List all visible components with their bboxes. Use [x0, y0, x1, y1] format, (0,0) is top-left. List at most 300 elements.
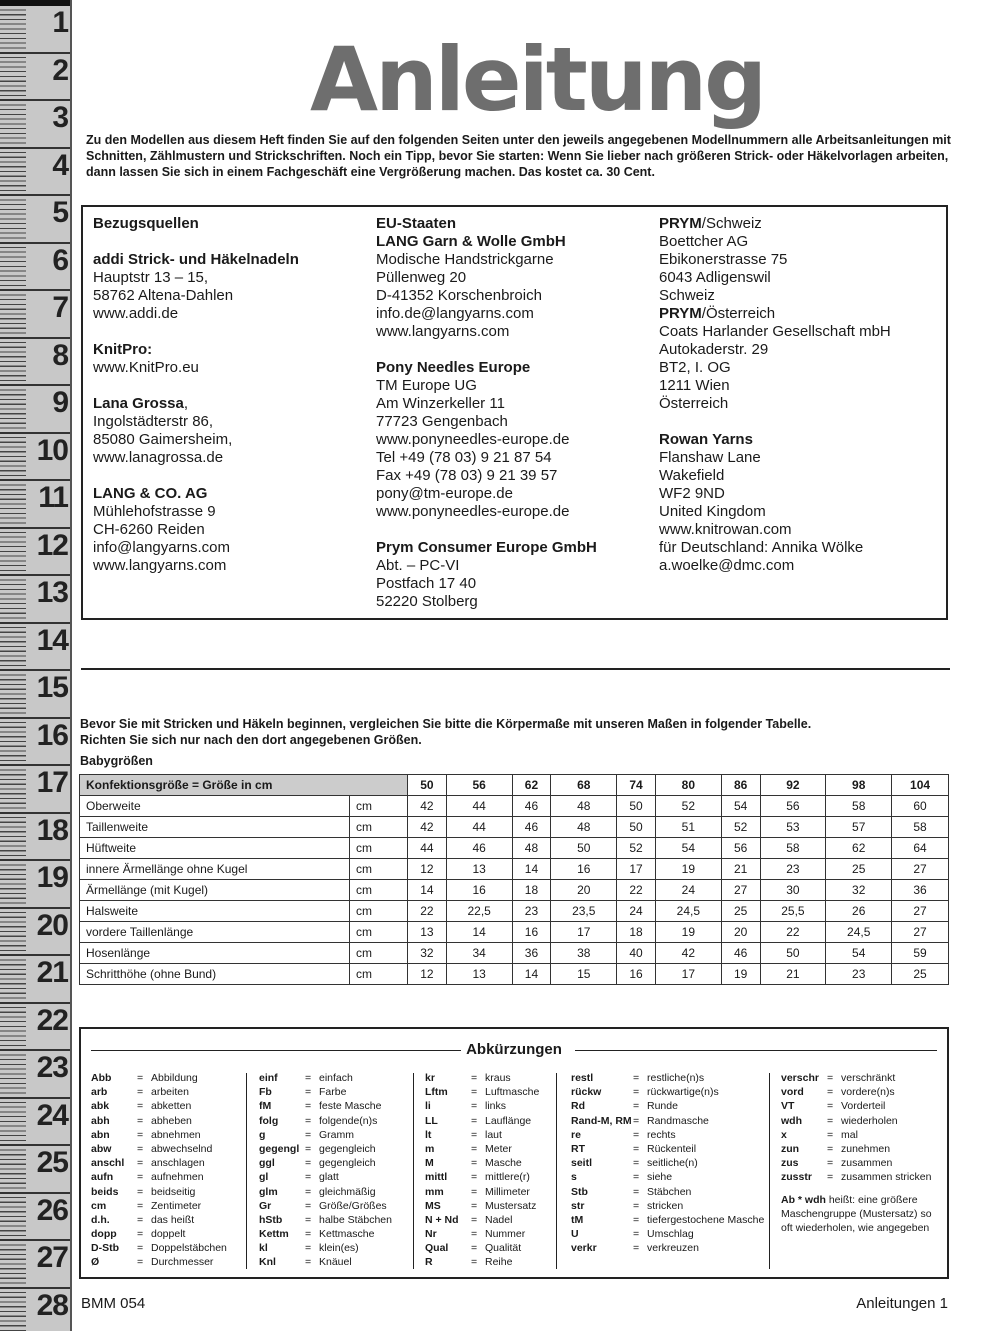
- table-row: [80, 964, 949, 985]
- abbr-key: folg: [259, 1114, 279, 1127]
- source-line: Österreich: [659, 395, 729, 412]
- abbr-key: kl: [259, 1242, 268, 1255]
- abbr-equals: =: [137, 1256, 144, 1269]
- source-line: Mühlehofstrasse 9: [93, 503, 216, 520]
- source-line: pony@tm-europe.de: [376, 485, 513, 502]
- table-cell: 32: [408, 943, 447, 964]
- abbr-meaning: doppelt: [151, 1228, 186, 1241]
- abbr-meaning: gleichmäßig: [319, 1185, 376, 1198]
- abbr-item: [781, 1114, 941, 1128]
- abbr-meaning: gegengleich: [319, 1157, 376, 1170]
- table-cell: 22: [617, 880, 656, 901]
- abbr-key: U: [571, 1228, 579, 1241]
- abbr-equals: =: [305, 1157, 312, 1170]
- source-line: Am Winzerkeller 11: [376, 395, 505, 412]
- source-line: www.addi.de: [93, 305, 179, 322]
- abbr-equals: =: [137, 1199, 144, 1212]
- table-cell: 50: [760, 943, 826, 964]
- ruler-number: 14: [36, 623, 68, 657]
- table-cell: 14: [512, 964, 551, 985]
- table-cell: 13: [408, 922, 447, 943]
- abbr-equals: =: [471, 1086, 478, 1099]
- abbr-equals: =: [471, 1157, 478, 1170]
- abbr-key: tM: [571, 1213, 584, 1226]
- source-line: 52220 Stolberg: [376, 593, 478, 610]
- source-line: [376, 341, 597, 359]
- abbreviations-box: [79, 1027, 949, 1279]
- abbr-meaning: rückwartige(n)s: [647, 1086, 719, 1099]
- table-cell: 46: [721, 943, 760, 964]
- source-heading: LANG & CO. AG: [93, 485, 208, 502]
- ruler-number: 17: [36, 766, 68, 799]
- source-line: www.ponyneedles-europe.de: [376, 431, 570, 448]
- table-cell: 12: [408, 964, 447, 985]
- abbr-equals: =: [633, 1128, 640, 1141]
- table-cell: 46: [446, 838, 512, 859]
- abbr-item: [781, 1099, 941, 1113]
- abbr-meaning: zunehmen: [841, 1142, 891, 1155]
- table-cell: 25,5: [760, 901, 826, 922]
- table-cell: 46: [512, 817, 551, 838]
- divider: [81, 668, 950, 670]
- table-cell: 24,5: [655, 901, 721, 922]
- size-column-header: 68: [551, 775, 617, 796]
- abbr-meaning: Qualität: [485, 1242, 522, 1255]
- abbr-key: MS: [425, 1199, 441, 1212]
- abbr-equals: =: [633, 1157, 640, 1170]
- abbr-meaning: abwechselnd: [151, 1142, 213, 1155]
- abbr-key: mittl: [425, 1171, 448, 1184]
- abbr-key: dopp: [91, 1228, 117, 1241]
- source-line: www.langyarns.com: [376, 323, 510, 340]
- table-cell: 13: [446, 859, 512, 880]
- abbr-meaning: Doppelstäbchen: [151, 1242, 227, 1255]
- abbr-key: str: [571, 1199, 585, 1212]
- table-cell: 42: [655, 943, 721, 964]
- abbr-equals: =: [471, 1213, 478, 1226]
- abbr-meaning: das heißt: [151, 1213, 195, 1226]
- abbr-equals: =: [305, 1128, 312, 1141]
- ruler-number: 5: [52, 196, 68, 229]
- abbr-meaning: Mustersatz: [485, 1199, 537, 1212]
- table-cell: 19: [655, 922, 721, 943]
- abbr-meaning: siehe: [647, 1171, 673, 1184]
- table-cell: 17: [617, 859, 656, 880]
- abbr-meaning: abnehmen: [151, 1128, 201, 1141]
- table-cell: 57: [826, 817, 892, 838]
- abbr-meaning: Reihe: [485, 1256, 513, 1269]
- table-cell: 14: [512, 859, 551, 880]
- abbr-key: R: [425, 1256, 433, 1269]
- table-cell: 20: [721, 922, 760, 943]
- abbr-item: [781, 1142, 941, 1156]
- abbr-meaning: aufnehmen: [151, 1171, 204, 1184]
- abbr-key: verkr: [571, 1242, 597, 1255]
- abbr-key: einf: [259, 1072, 278, 1084]
- table-cell: 30: [760, 880, 826, 901]
- abbr-meaning: laut: [485, 1128, 502, 1141]
- source-line: [93, 377, 299, 395]
- abbr-meaning: seitliche(n): [647, 1157, 698, 1170]
- ruler-number: 7: [52, 291, 68, 324]
- abbr-key: restl: [571, 1072, 594, 1084]
- abbr-meaning: arbeiten: [151, 1086, 189, 1099]
- ruler-number: 20: [36, 908, 68, 942]
- abbr-meaning: kraus: [485, 1072, 511, 1084]
- ruler-number: 8: [52, 338, 68, 372]
- abbr-meaning: Stäbchen: [647, 1185, 692, 1198]
- table-cell: 13: [446, 964, 512, 985]
- abbr-key: m: [425, 1142, 435, 1155]
- source-line: für Deutschland: Annika Wölke: [659, 539, 864, 556]
- abbr-key: D-Stb: [91, 1242, 119, 1255]
- row-label: Hosenlänge: [80, 943, 350, 964]
- ruler-number: 22: [36, 1003, 68, 1037]
- size-column-header: 98: [826, 775, 892, 796]
- table-cell: 54: [721, 796, 760, 817]
- source-line: Coats Harlander Gesellschaft mbH: [659, 323, 891, 340]
- size-column-header: 62: [512, 775, 551, 796]
- abbr-meaning: anschlagen: [151, 1157, 205, 1170]
- table-cell: 24: [655, 880, 721, 901]
- abbr-key: VT: [781, 1100, 795, 1113]
- abbr-meaning: vordere(n)s: [841, 1086, 895, 1099]
- abbr-meaning: verschränkt: [841, 1072, 896, 1084]
- ruler-number: 28: [36, 1288, 68, 1322]
- table-cell: 19: [721, 964, 760, 985]
- table-cell: 53: [760, 817, 826, 838]
- abbr-key: Lftm: [425, 1086, 448, 1099]
- source-line: Schweiz: [659, 287, 715, 304]
- abbr-equals: =: [137, 1142, 144, 1155]
- table-cell: 52: [655, 796, 721, 817]
- abbr-key: N + Nd: [425, 1213, 459, 1226]
- abbr-equals: =: [137, 1242, 144, 1255]
- source-heading: KnitPro:: [93, 341, 153, 358]
- abbr-equals: =: [827, 1072, 834, 1084]
- abbr-meaning: feste Masche: [319, 1100, 382, 1113]
- table-cell: 25: [892, 964, 949, 985]
- abbr-item: [781, 1085, 941, 1099]
- abbr-key: LL: [425, 1114, 438, 1127]
- row-unit: cm: [350, 796, 408, 817]
- source-line: [376, 521, 597, 539]
- abbr-key: zun: [781, 1142, 800, 1155]
- source-line: CH-6260 Reiden: [93, 521, 205, 538]
- abbr-equals: =: [137, 1157, 144, 1170]
- source-line: 1211 Wien: [659, 377, 730, 394]
- size-column-header: 104: [892, 775, 949, 796]
- source-line: PRYM/Österreich: [659, 305, 776, 322]
- table-cell: 48: [512, 838, 551, 859]
- table-cell: 44: [408, 838, 447, 859]
- ruler-number: 4: [52, 148, 68, 182]
- table-cell: 24,5: [826, 922, 892, 943]
- row-label: Hüftweite: [80, 838, 350, 859]
- abbr-meaning: Millimeter: [485, 1185, 530, 1198]
- source-line: info@langyarns.com: [93, 539, 230, 556]
- abbr-equals: =: [471, 1142, 478, 1155]
- ruler-number: 13: [36, 576, 68, 609]
- table-cell: 59: [892, 943, 949, 964]
- table-cell: 54: [826, 943, 892, 964]
- table-cell: 16: [551, 859, 617, 880]
- row-unit: cm: [350, 880, 408, 901]
- abbr-meaning: gegengleich: [319, 1142, 376, 1155]
- abbr-item: [781, 1071, 941, 1085]
- abbr-key: abw: [91, 1142, 112, 1155]
- source-line: Püllenweg 20: [376, 269, 467, 286]
- abbr-equals: =: [633, 1185, 640, 1198]
- abbr-equals: =: [305, 1256, 312, 1269]
- table-cell: 12: [408, 859, 447, 880]
- source-line: United Kingdom: [659, 503, 766, 520]
- table-cell: 60: [892, 796, 949, 817]
- abbr-equals: =: [633, 1072, 640, 1084]
- abbr-column: [781, 1071, 941, 1235]
- table-cell: 22: [760, 922, 826, 943]
- abbr-equals: =: [633, 1114, 640, 1127]
- table-cell: 21: [760, 964, 826, 985]
- table-row: [80, 922, 949, 943]
- abbr-meaning: klein(es): [319, 1242, 359, 1255]
- source-line: [93, 467, 299, 485]
- abbr-equals: =: [137, 1171, 144, 1184]
- ruler-number: 19: [36, 861, 68, 894]
- table-cell: 22: [408, 901, 447, 922]
- table-row: [80, 838, 949, 859]
- abbr-meaning: Zentimeter: [151, 1199, 202, 1212]
- source-line: Postfach 17 40: [376, 575, 477, 592]
- abbr-key: verschr: [781, 1072, 819, 1084]
- abbr-key: s: [571, 1171, 577, 1184]
- abbr-equals: =: [827, 1086, 834, 1099]
- abbr-key: vord: [781, 1086, 804, 1099]
- ruler-number: 26: [36, 1193, 68, 1227]
- abbr-item: [781, 1128, 941, 1142]
- abbr-equals: =: [827, 1100, 834, 1113]
- source-heading: Rowan Yarns: [659, 431, 753, 448]
- measure-intro-line-1: Bevor Sie mit Stricken und Häkeln beginnen, vergleichen Sie bitte die Körpermaße mit unseren Maßen in folgender Tabelle.: [80, 717, 812, 731]
- abbr-equals: =: [137, 1114, 144, 1127]
- abbr-rule-right: [575, 1050, 937, 1051]
- abbr-key: Knl: [259, 1256, 276, 1269]
- abbr-equals: =: [471, 1256, 478, 1269]
- abbr-equals: =: [137, 1128, 144, 1141]
- table-cell: 23: [826, 964, 892, 985]
- abbr-key: lt: [425, 1128, 432, 1141]
- abbr-equals: =: [471, 1242, 478, 1255]
- abbr-equals: =: [471, 1100, 478, 1113]
- abbr-meaning: Nadel: [485, 1213, 513, 1226]
- abbr-equals: =: [471, 1185, 478, 1198]
- table-cell: 36: [512, 943, 551, 964]
- abbr-equals: =: [471, 1171, 478, 1184]
- source-line: WF2 9ND: [659, 485, 725, 502]
- abbr-key: hStb: [259, 1213, 283, 1226]
- ruler-number: 1: [52, 6, 68, 39]
- abbr-column-separator: [246, 1073, 247, 1269]
- ruler: [0, 0, 72, 1331]
- abbr-meaning: Knäuel: [319, 1256, 352, 1269]
- abbr-equals: =: [137, 1086, 144, 1099]
- abbr-key: Rd: [571, 1100, 585, 1113]
- source-line: Autokaderstr. 29: [659, 341, 769, 358]
- table-cell: 27: [892, 859, 949, 880]
- abbr-item: [781, 1170, 941, 1184]
- abbr-equals: =: [827, 1128, 834, 1141]
- source-line: D-41352 Korschenbroich: [376, 287, 542, 304]
- abbr-equals: =: [471, 1114, 478, 1127]
- abbr-equals: =: [137, 1213, 144, 1226]
- ruler-number: 6: [52, 243, 68, 277]
- abbr-equals: =: [137, 1072, 144, 1084]
- abbr-equals: =: [305, 1185, 312, 1198]
- ruler-number: 24: [36, 1098, 68, 1132]
- row-label: Taillenweite: [80, 817, 350, 838]
- source-line: Flanshaw Lane: [659, 449, 761, 466]
- abbr-meaning: Rückenteil: [647, 1142, 697, 1155]
- footer-code: BMM 054: [81, 1295, 146, 1312]
- ruler-number: 16: [36, 718, 68, 752]
- table-cell: 27: [892, 901, 949, 922]
- table-cell: 14: [446, 922, 512, 943]
- source-line: [93, 323, 299, 341]
- table-cell: 51: [655, 817, 721, 838]
- abbr-key: fM: [259, 1100, 272, 1113]
- source-line: [93, 233, 299, 251]
- abbr-equals: =: [633, 1199, 640, 1212]
- ruler-number: 10: [36, 433, 68, 467]
- abbr-meaning: tiefergestochene Masche: [647, 1213, 765, 1226]
- table-cell: 24: [617, 901, 656, 922]
- abbr-note: Ab * wdh heißt: eine größere Maschengruppe (Mustersatz) so oft wiederholen, wie angegeben: [781, 1193, 932, 1234]
- abbr-key: abh: [91, 1114, 110, 1127]
- abbr-key: li: [425, 1100, 431, 1113]
- row-unit: cm: [350, 901, 408, 922]
- table-cell: 58: [892, 817, 949, 838]
- abbr-equals: =: [305, 1213, 312, 1226]
- row-unit: cm: [350, 817, 408, 838]
- abbreviations-title: Abkürzungen: [466, 1041, 562, 1058]
- size-column-header: 74: [617, 775, 656, 796]
- table-cell: 36: [892, 880, 949, 901]
- abbr-equals: =: [633, 1100, 640, 1113]
- abbr-meaning: abheben: [151, 1114, 192, 1127]
- row-unit: cm: [350, 859, 408, 880]
- source-heading: Bezugsquellen: [93, 215, 199, 232]
- source-line: 85080 Gaimersheim,: [93, 431, 233, 448]
- table-cell: 27: [892, 922, 949, 943]
- table-cell: 18: [617, 922, 656, 943]
- ruler-number: 15: [36, 671, 68, 704]
- abbr-item: [781, 1156, 941, 1170]
- source-line: www.langyarns.com: [93, 557, 227, 574]
- abbr-equals: =: [633, 1228, 640, 1241]
- abbr-equals: =: [633, 1242, 640, 1255]
- abbr-equals: =: [137, 1228, 144, 1241]
- table-cell: 58: [826, 796, 892, 817]
- table-cell: 18: [512, 880, 551, 901]
- table-cell: 44: [446, 796, 512, 817]
- abbr-key: Qual: [425, 1242, 449, 1255]
- abbr-key: Gr: [259, 1199, 272, 1212]
- row-label: Schritthöhe (ohne Bund): [80, 964, 350, 985]
- source-line: info.de@langyarns.com: [376, 305, 534, 322]
- abbr-meaning: Gramm: [319, 1128, 354, 1141]
- ruler-number: 21: [36, 956, 68, 989]
- source-line: Tel +49 (78 03) 9 21 87 54: [376, 449, 552, 466]
- table-cell: 23: [512, 901, 551, 922]
- abbr-key: Fb: [259, 1086, 272, 1099]
- abbr-meaning: rechts: [647, 1128, 676, 1141]
- abbr-key: Ø: [91, 1256, 100, 1269]
- source-line: Fax +49 (78 03) 9 21 39 57: [376, 467, 558, 484]
- abbr-meaning: Farbe: [319, 1086, 347, 1099]
- abbr-meaning: zusammen: [841, 1157, 893, 1170]
- sources-column-1: [93, 215, 299, 575]
- ruler-number: 25: [36, 1146, 68, 1179]
- source-line: www.knitrowan.com: [659, 521, 792, 538]
- table-cell: 56: [760, 796, 826, 817]
- abbr-meaning: halbe Stäbchen: [319, 1213, 392, 1226]
- abbr-equals: =: [305, 1228, 312, 1241]
- table-row: [80, 943, 949, 964]
- source-line: 77723 Gengenbach: [376, 413, 508, 430]
- intro-text: Zu den Modellen aus diesem Heft finden Sie auf den folgenden Seiten unter den jeweils angegebenen Modellnummern alle Arbeitsanleitungen mit Schnitten, Zählmustern und Strickschriften. Noch ein Tipp, bevor Sie starten: Wenn Sie lieber nach größeren Strick- oder Häkelvorlagen arbeiten, dann lassen Sie sich in einem Fachgeschäft eine Vergrößerung machen. Das kostet ca. 30 Cent.: [86, 133, 951, 179]
- source-line: Ingolstädterstr 86,: [93, 413, 214, 430]
- abbr-equals: =: [471, 1199, 478, 1212]
- row-label: vordere Taillenlänge: [80, 922, 350, 943]
- ruler-number: 12: [36, 528, 68, 562]
- table-cell: 44: [446, 817, 512, 838]
- table-cell: 25: [721, 901, 760, 922]
- table-cell: 27: [721, 880, 760, 901]
- abbr-meaning: Nummer: [485, 1228, 526, 1241]
- abbr-meaning: links: [485, 1100, 507, 1113]
- abbr-key: g: [259, 1128, 266, 1141]
- abbr-equals: =: [827, 1142, 834, 1155]
- abbr-key: glm: [259, 1185, 278, 1198]
- abbr-key: x: [781, 1128, 787, 1141]
- table-cell: 17: [655, 964, 721, 985]
- ruler-number: 3: [52, 101, 68, 134]
- abbr-meaning: Runde: [647, 1100, 678, 1113]
- source-line: Hauptstr 13 – 15,: [93, 269, 209, 286]
- abbr-meaning: Lauflänge: [485, 1114, 532, 1127]
- abbr-equals: =: [305, 1100, 312, 1113]
- size-column-header: 56: [446, 775, 512, 796]
- abbr-equals: =: [305, 1242, 312, 1255]
- size-table-header: Konfektionsgröße = Größe in cm: [80, 775, 408, 796]
- abbr-meaning: Randmasche: [647, 1114, 709, 1127]
- source-line: TM Europe UG: [376, 377, 477, 394]
- abbr-meaning: stricken: [647, 1199, 684, 1212]
- abbr-equals: =: [305, 1142, 312, 1155]
- table-cell: 56: [721, 838, 760, 859]
- abbr-key: RT: [571, 1142, 585, 1155]
- table-cell: 42: [408, 817, 447, 838]
- abbr-meaning: mittlere(r): [485, 1171, 530, 1184]
- abbr-meaning: verkreuzen: [647, 1242, 699, 1255]
- abbr-equals: =: [471, 1128, 478, 1141]
- row-label: Halsweite: [80, 901, 350, 922]
- abbr-key: re: [571, 1128, 581, 1141]
- source-line: www.lanagrossa.de: [93, 449, 224, 466]
- abbr-meaning: Masche: [485, 1157, 522, 1170]
- abbr-key: zusstr: [781, 1171, 812, 1184]
- abbr-key: rückw: [571, 1086, 602, 1099]
